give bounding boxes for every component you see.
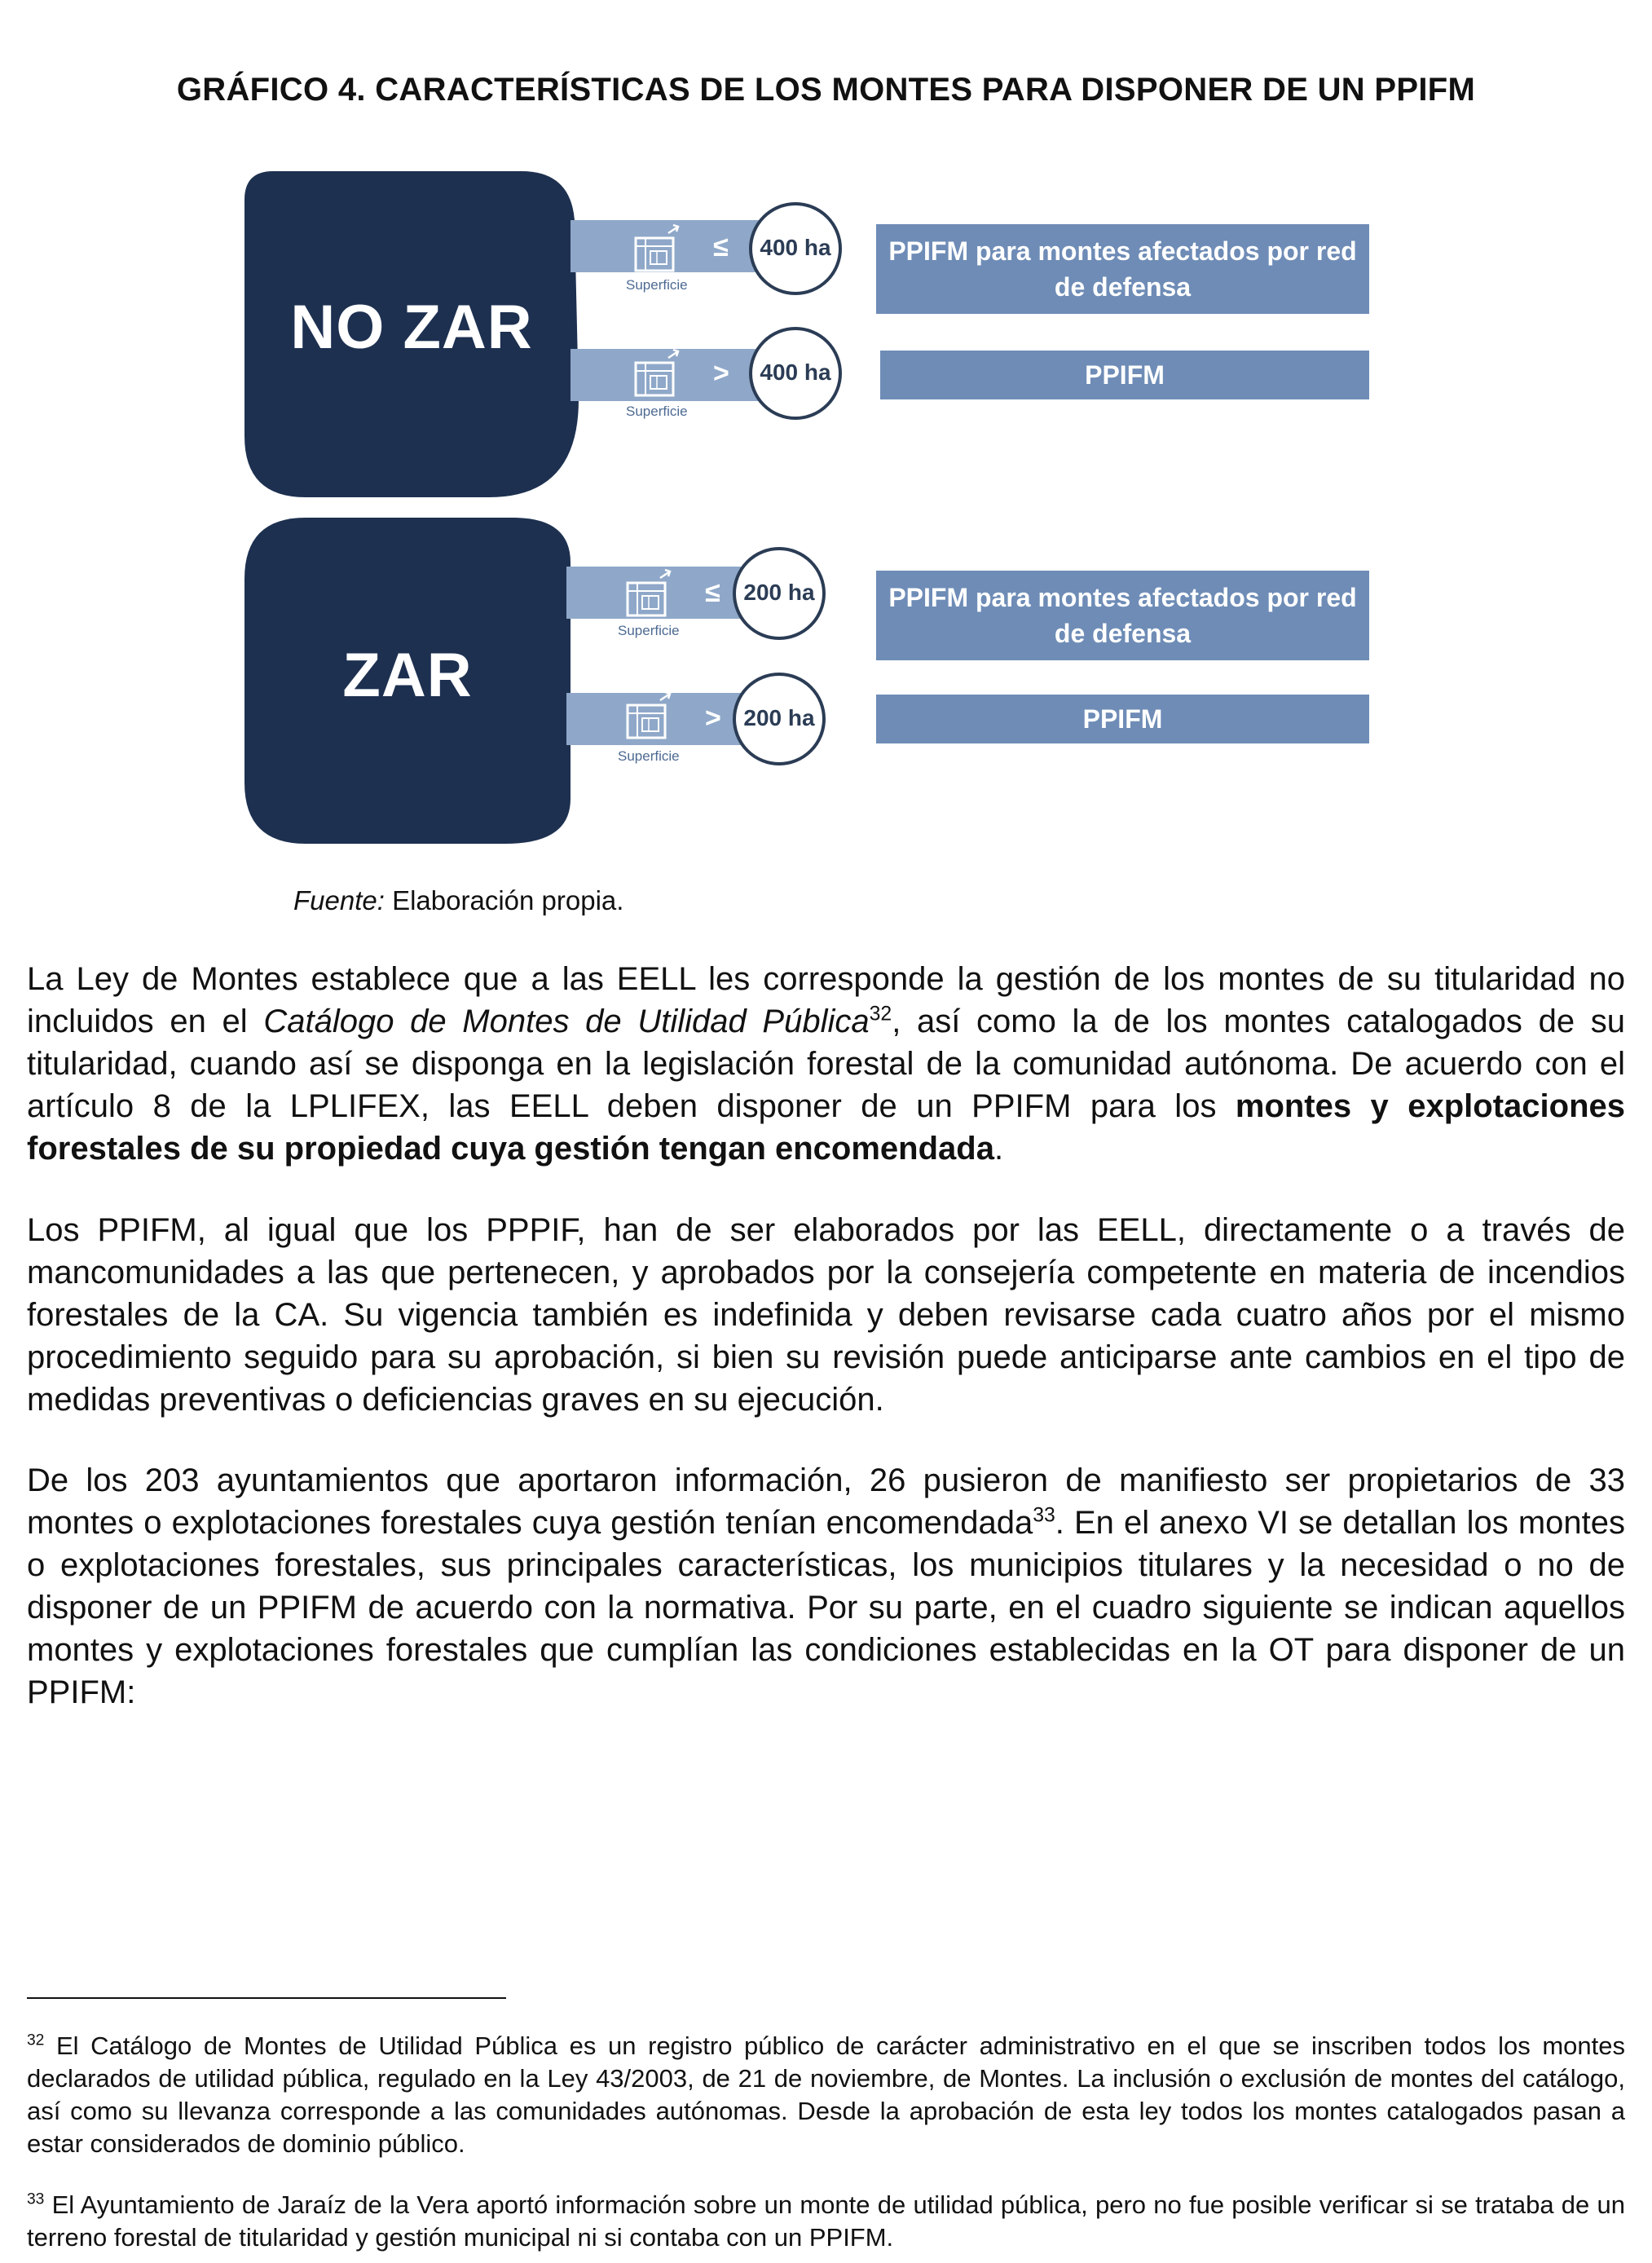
- source-text: Elaboración propia.: [384, 885, 624, 915]
- figure-source: [293, 885, 623, 916]
- p3-text-b: . En el anexo VI se detallan los montes o explotaciones forestales, sus principales características, los municipios titulares y la necesidad o no de disponer de un PPIFM de acuerdo con la normativa. Por su parte, en el cuadro siguiente se indican aquellos montes y explotaciones forestales que cumplían las condiciones establecidas en la OT para disponer de un PPIFM:: [27, 1505, 1625, 1710]
- threshold-label: 200 ha: [743, 705, 815, 730]
- condition-word: Superficie: [626, 277, 688, 293]
- p1-bold-text: montes y explotaciones forestales de su propiedad cuya gestión tengan encomendada: [27, 1088, 1625, 1167]
- operator-symbol: >: [713, 358, 729, 389]
- condition-word: Superficie: [618, 748, 680, 764]
- catalog-title: Catálogo de Montes de Utilidad Pública: [263, 1004, 870, 1039]
- footnote-33: [27, 2189, 1625, 2254]
- group-label-no-zar: NO ZAR: [290, 293, 533, 362]
- paragraph-3: [27, 1459, 1625, 1714]
- condition-word: Superficie: [626, 404, 688, 419]
- footnote-text: El Ayuntamiento de Jaraíz de la Vera aportó información sobre un monte de utilidad pública, pero no fue posible verificar si se trataba de un terreno forestal de titularidad y gestión municipal ni si contaba con un PPIFM.: [27, 2190, 1625, 2252]
- condition-word: Superficie: [618, 623, 680, 638]
- ppifm-diagram: [244, 155, 1434, 872]
- footnote-number: 32: [27, 2031, 45, 2049]
- threshold-label: 200 ha: [743, 580, 815, 605]
- operator-symbol: ≤: [705, 577, 720, 608]
- footnote-text: El Catálogo de Montes de Utilidad Pública es un registro público de carácter administrativo en el que se inscriben todos los montes declarados de utilidad pública, regulado en la Ley 43/2003, de 21 de noviembre, de Montes. La inclusión o exclusión de montes del catálogo, así como su llevanza corresponde a las comunidades autónomas. Desde la aprobación de esta ley todos los montes catalogados pasan a estar considerados de dominio público.: [27, 2031, 1625, 2158]
- paragraph-1: [27, 958, 1625, 1170]
- result-label: PPIFM para montes afectados por red de defensa: [888, 236, 1357, 302]
- figure-title: GRÁFICO 4. CARACTERÍSTICAS DE LOS MONTES PARA DISPONER DE UN PPIFM: [176, 72, 1476, 108]
- source-label: Fuente:: [293, 885, 385, 915]
- p1-text-a: La Ley de Montes establece que a las EELL les corresponde la gestión de los montes de su titularidad no incluidos en el: [27, 961, 1625, 1039]
- footnote-32: [27, 2030, 1625, 2160]
- p1-text-b: , así como la de los montes catalogados de su titularidad, cuando así se disponga en la legislación forestal de la comunidad autónoma. De acuerdo con el artículo 8 de la LPLIFEX, las EELL deben disponer de un PPIFM para los: [27, 1004, 1626, 1124]
- footnote-separator: [27, 1997, 506, 1999]
- operator-symbol: >: [705, 703, 721, 734]
- result-label: PPIFM para montes afectados por red de defensa: [888, 583, 1357, 648]
- threshold-label: 400 ha: [760, 360, 831, 385]
- p1-text-c: .: [993, 1131, 1004, 1167]
- operator-symbol: ≤: [713, 232, 729, 262]
- footnote-ref-33: 33: [1033, 1504, 1055, 1527]
- footnote-number: 33: [27, 2190, 45, 2208]
- group-label-zar: ZAR: [342, 641, 473, 710]
- result-label: PPIFM: [1082, 704, 1163, 734]
- result-label: PPIFM: [1085, 360, 1165, 390]
- p3-text-a: De los 203 ayuntamientos que aportaron información, 26 pusieron de manifiesto ser propietarios de 33 montes o explotaciones forestales cuya gestión tenían encomendada: [27, 1462, 1625, 1541]
- paragraph-2: Los PPIFM, al igual que los PPPIF, han de ser elaborados por las EELL, directamente o a través de mancomunidades a las que pertenecen, y aprobados por la consejería competente en materia de incendios forestales de la CA. Su vigencia también es indefinida y deben revisarse cada cuatro años por el mismo procedimiento seguido para su aprobación, si bien su revisión puede anticiparse ante cambios en el tipo de medidas preventivas o deficiencias graves en su ejecución.: [27, 1212, 1625, 1418]
- threshold-label: 400 ha: [760, 235, 831, 260]
- footnote-ref-32: 32: [869, 1003, 892, 1026]
